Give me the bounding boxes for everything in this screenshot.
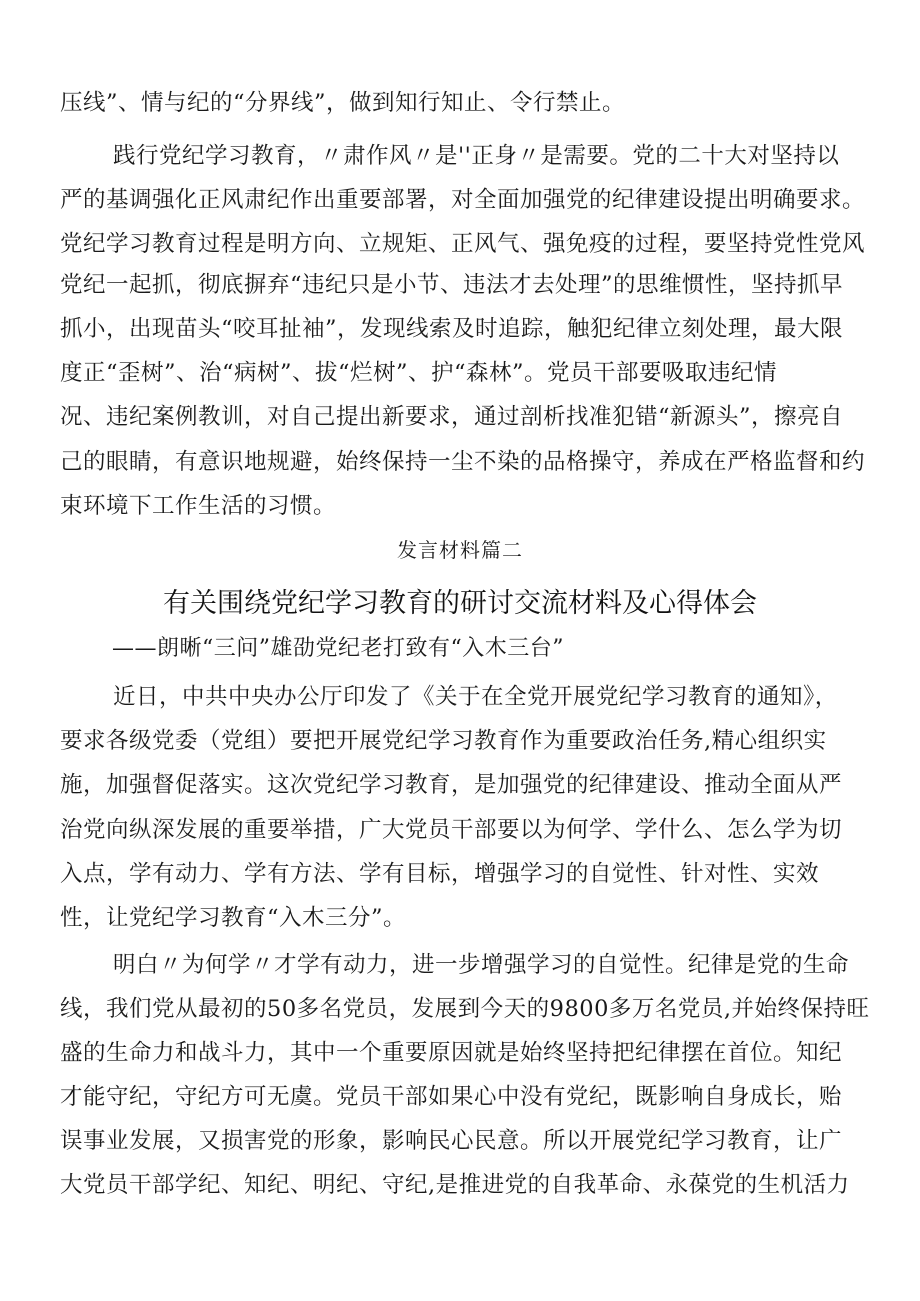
- body-text-line: 抓小，出现苗头“咬耳扯袖”，发现线索及时追踪，触犯纪律立刻处理，最大限: [60, 316, 844, 342]
- body-text-line: 严的基调强化正风肃纪作出重要部署，对全面加强党的纪律建设提出明确要求。: [60, 187, 866, 213]
- section-label: 发言材料篇二: [397, 538, 523, 562]
- body-text-line: 近日，中共中央办公厅印发了《关于在全党开展党纪学习教育的通知》，: [113, 684, 838, 710]
- body-text-line: 况、违纪案例教训，对自己提出新要求，通过剖析找准犯错“新源头”，擦亮自: [60, 404, 844, 430]
- body-text-line: 践行党纪学习教育，〃肃作风〃是''正身〃是需要。党的二十大对坚持以: [113, 143, 840, 169]
- body-text-line: 党纪学习教育过程是明方向、立规矩、正风气、强免疫的过程，要坚持党性党风: [60, 231, 866, 257]
- body-text-line: 入点，学有动力、学有方法、学有目标，增强学习的自觉性、针对性、实效: [60, 861, 820, 887]
- body-text-line: 误事业发展，又损害党的形象，影响民心民意。所以开展党纪学习教育，让广: [60, 1128, 843, 1154]
- body-text-line: 才能守纪，守纪方可无虞。党员干部如果心中没有党纪，既影响自身成长，贻: [60, 1084, 843, 1110]
- body-text-line: 线，我们党从最初的50多名党员，发展到今天的9800多万名党员,并始终保持旺: [60, 996, 870, 1022]
- body-text-line: 党纪一起抓，彻底摒弃“违纪只是小节、违法才去处理”的思维惯性，坚持抓早: [60, 272, 844, 298]
- body-text-line: 明白〃为何学〃才学有动力，进一步增强学习的自觉性。纪律是党的生命: [113, 952, 850, 978]
- body-text-line: 大党员干部学纪、知纪、明纪、守纪,是推进党的自我革命、永葆党的生机活力: [60, 1172, 850, 1198]
- body-text-line: 束环境下工作生活的习惯。: [60, 493, 337, 519]
- body-text-line: 度正“歪树”、治“病树”、拔“烂树”、护“森林”。党员干部要吸取违纪情: [60, 360, 778, 386]
- body-text-line: 要求各级党委（党组）要把开展党纪学习教育作为重要政治任务,精心组织实: [60, 728, 827, 754]
- body-text-line: 施，加强督促落实。这次党纪学习教育，是加强党的纪律建设、推动全面从严: [60, 772, 843, 798]
- body-text-line: 盛的生命力和战斗力，其中一个重要原因就是始终坚持把纪律摆在首位。知纪: [60, 1040, 843, 1066]
- body-text-line: 压线”、情与纪的“分界线”，做到知行知止、令行禁止。: [60, 90, 626, 116]
- body-text-line: 治党向纵深发展的重要举措，广大党员干部要以为何学、学什么、怎么学为切: [60, 817, 843, 843]
- article-subtitle: ——朗晰“三问”雄劭党纪老打致有“入木三台”: [112, 636, 564, 661]
- body-text-line: 性，让党纪学习教育“入木三分”。: [60, 905, 407, 931]
- article-title: 有关围绕党纪学习教育的研讨交流材料及心得体会: [163, 588, 757, 619]
- body-text-line: 己的眼睛，有意识地规避，始终保持一尘不染的品格操守，养成在严格监督和约: [60, 449, 866, 475]
